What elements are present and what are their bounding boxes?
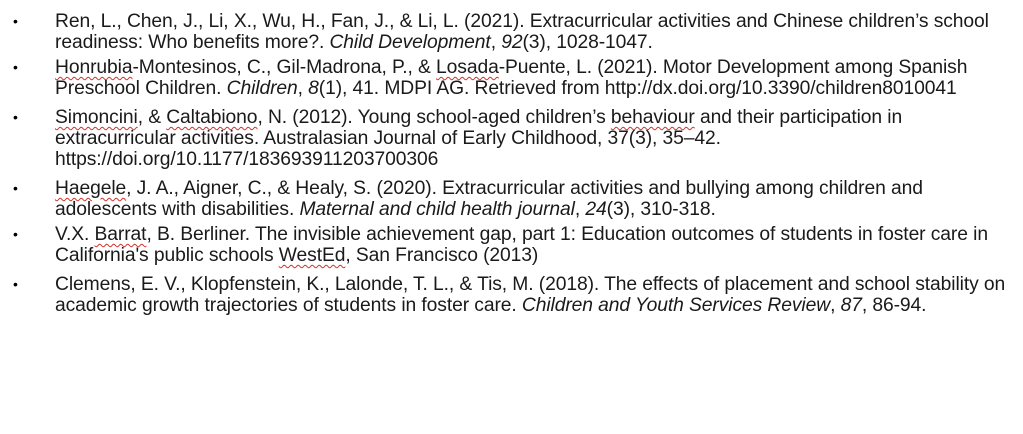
reference-italic-text: 92: [501, 32, 523, 53]
bullet-icon: •: [13, 59, 18, 75]
reference-text: , B. Berliner. The invisible achievement gap, part 1: Education outcomes of students in foster care in California's public schools: [55, 224, 988, 266]
reference-text: ,: [490, 32, 502, 53]
reference-text: ,: [574, 199, 586, 220]
reference-text: Ren, L., Chen, J., Li, X., Wu, H., Fan, J., & Li, L. (2021). Extracurricular activities and Chinese children’s school readiness: Who benefits more?.: [55, 11, 989, 53]
reference-item: [0, 178, 1023, 220]
bullet-icon: •: [13, 13, 18, 29]
spellcheck-flagged-word: Haegele: [55, 178, 127, 199]
reference-list: [0, 11, 1023, 316]
reference-text: V.X.: [55, 224, 95, 245]
reference-text: ,: [830, 295, 841, 316]
spellcheck-flagged-word: Barrat: [94, 224, 147, 245]
reference-italic-text: Children and Youth Services Review: [521, 295, 831, 316]
bullet-icon: •: [13, 226, 18, 242]
reference-italic-text: Maternal and child health journal: [299, 199, 575, 220]
bullet-icon: •: [13, 276, 18, 292]
reference-item: [0, 11, 1023, 53]
reference-text: -Puente, L. (2021). Motor Development among Spanish Preschool Children.: [55, 57, 968, 99]
reference-text: Clemens, E. V., Klopfenstein, K., Lalonde, T. L., & Tis, M. (2018). The effects of placement and school stability on academic growth trajectories of students in foster care.: [55, 274, 1006, 316]
spellcheck-flagged-word: WestEd: [278, 245, 346, 266]
reference-text: , N. (2012). Young school-aged children’s: [257, 107, 611, 128]
reference-text: , San Francisco (2013): [345, 245, 539, 266]
reference-text: and their participation in extracurricular activities. Australasian Journal of Early Childhood, 37(3), 35–42. https://doi.org/10.1177/183693911203700306: [55, 107, 903, 170]
spellcheck-flagged-word: Simoncini: [55, 107, 138, 128]
reference-italic-text: 24: [585, 199, 607, 220]
reference-text: (3), 1028-1047.: [522, 32, 653, 53]
reference-italic-text: 8: [308, 78, 319, 99]
reference-italic-text: Children: [226, 78, 298, 99]
spellcheck-flagged-word: Losada: [436, 57, 499, 78]
bullet-icon: •: [13, 109, 18, 125]
reference-text: , 86-94.: [861, 295, 927, 316]
reference-text: (1), 41. MDPI AG. Retrieved from http://dx.doi.org/10.3390/children8010041: [318, 78, 957, 99]
reference-text: -Montesinos, C., Gil-Madrona, P., &: [132, 57, 437, 78]
reference-item: [0, 107, 1023, 170]
spellcheck-flagged-word: behaviour: [610, 107, 695, 128]
reference-italic-text: Child Development: [329, 32, 491, 53]
reference-item: [0, 274, 1023, 316]
reference-text: (3), 310-318.: [606, 199, 716, 220]
reference-text: ,: [297, 78, 309, 99]
reference-text: , &: [137, 107, 167, 128]
reference-item: [0, 224, 1023, 266]
spellcheck-flagged-word: Honrubia: [55, 57, 133, 78]
spellcheck-flagged-word: Caltabiono: [166, 107, 258, 128]
bullet-icon: •: [13, 180, 18, 196]
reference-text: , J. A., Aigner, C., & Healy, S. (2020). Extracurricular activities and bullying among children and adolescents with disabilities.: [55, 178, 923, 220]
reference-item: [0, 57, 1023, 99]
reference-italic-text: 87: [840, 295, 862, 316]
